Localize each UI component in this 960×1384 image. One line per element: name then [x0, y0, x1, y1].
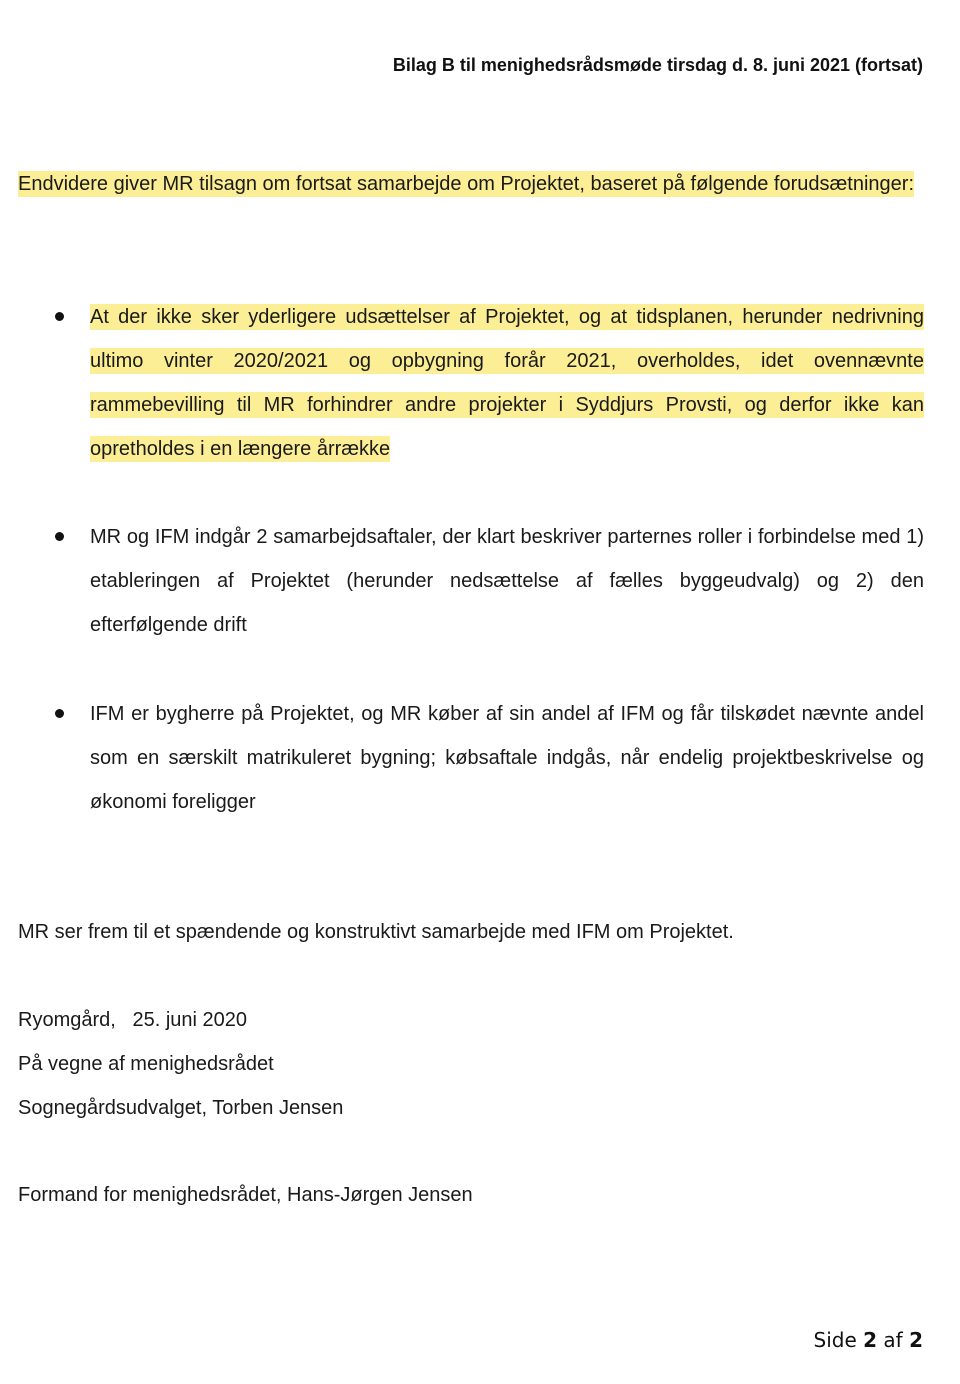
place-and-date: Ryomgård, 25. juni 2020 — [18, 1009, 248, 1031]
document-header-title: Bilag B til menighedsrådsmøde tirsdag d. 8. juni 2021 (fortsat) — [392, 55, 923, 75]
intro-highlighted-text: Endvidere giver MR tilsagn om fortsat samarbejde om Projektet, baseret på følgende forudsætninger: — [18, 173, 914, 195]
closing-sentence: MR ser frem til et spændende og konstruktivt samarbejde med IFM om Projektet. — [18, 921, 734, 943]
bullet-text-3: IFM er bygherre på Projektet, og MR køber af sin andel af IFM og får tilskødet nævnte andel som en særskilt matrikuleret bygning; købsaftale indgås, når endelig projektbeskrivelse og økonomi foreligger — [90, 703, 924, 813]
bullet-text-2: MR og IFM indgår 2 samarbejdsaftaler, der klart beskriver parternes roller i forbindelse med 1) etableringen af Projektet (herunder nedsættelse af fælles byggeudvalg) og 2) den efterfølgende drift — [90, 526, 924, 636]
bullet-dot-icon — [55, 532, 64, 541]
page-number-label: Side — [813, 1328, 857, 1352]
page-number-current: 2 — [863, 1328, 878, 1352]
page-number-of: af — [883, 1328, 903, 1352]
intro-paragraph — [18, 162, 924, 206]
bullet-dot-icon — [55, 312, 64, 321]
page-number — [814, 1328, 923, 1352]
bullet-text-1 — [90, 295, 924, 471]
page-number-total: 2 — [909, 1328, 923, 1352]
signatory-line-2: Formand for menighedsrådet, Hans-Jørgen Jensen — [18, 1184, 473, 1206]
bullet-dot-icon — [55, 709, 64, 718]
bullet-1-highlighted-text: At der ikke sker yderligere udsættelser af Projektet, og at tidsplanen, herunder nedrivning ultimo vinter 2020/2021 og opbygning forår 2021, overholdes, idet ovennævnte rammebevilling til MR forhindrer andre projekter i Syddjurs Provsti, og derfor ikke kan opretholdes i en længere årrække — [90, 306, 924, 460]
signatory-line-1: Sognegårdsudvalget, Torben Jensen — [18, 1097, 344, 1119]
on-behalf-line: På vegne af menighedsrådet — [18, 1053, 274, 1075]
